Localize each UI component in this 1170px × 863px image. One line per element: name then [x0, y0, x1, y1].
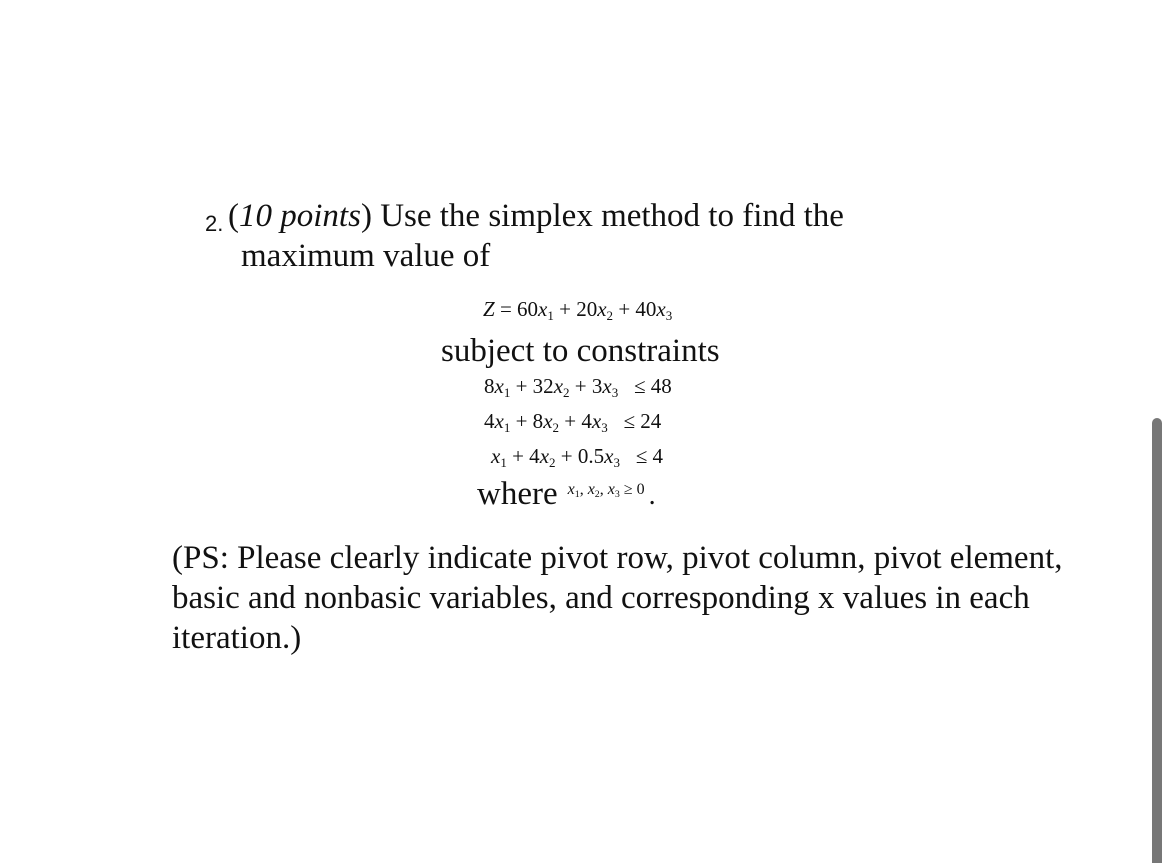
problem-statement-line-2: maximum value of	[241, 238, 491, 274]
ps-note: (PS: Please clearly indicate pivot row, pivot column, pivot element, basic and nonbasic variables, and corresponding x values in each iteration.)	[172, 540, 1063, 656]
problem-instruction: Use the simplex method to find the	[371, 198, 844, 234]
constraint-1-rhs: 48	[650, 374, 672, 398]
objective-function: $Z = 60x_1 + 20x_2 + 40x_3$	[483, 297, 673, 323]
problem-points: (10 points)	[228, 198, 372, 234]
nonnegativity-condition	[477, 476, 656, 513]
vertical-scrollbar[interactable]	[1152, 418, 1162, 863]
nonnegativity-expression: $x_1$, $x_2$, $x_3 \ge 0$	[567, 481, 645, 500]
problem-number: 2.	[205, 211, 224, 236]
constraint-2: $4x_1 + 8x_2 + 4x_3 \le 24$	[484, 409, 662, 435]
constraints-heading: subject to constraints	[441, 333, 720, 369]
constraint-1: $8x_1 + 32x_2 + 3x_3 \le 48$	[484, 374, 672, 400]
constraint-2-rhs: 24	[640, 409, 662, 433]
problem-statement-line-1	[228, 198, 844, 235]
constraint-3: $x_1 + 4x_2 + 0.5x_3 \le 4$	[491, 444, 663, 470]
where-label: where	[477, 476, 558, 512]
constraint-3-rhs: 4	[652, 444, 663, 468]
nonnegativity-period: .	[648, 480, 656, 511]
